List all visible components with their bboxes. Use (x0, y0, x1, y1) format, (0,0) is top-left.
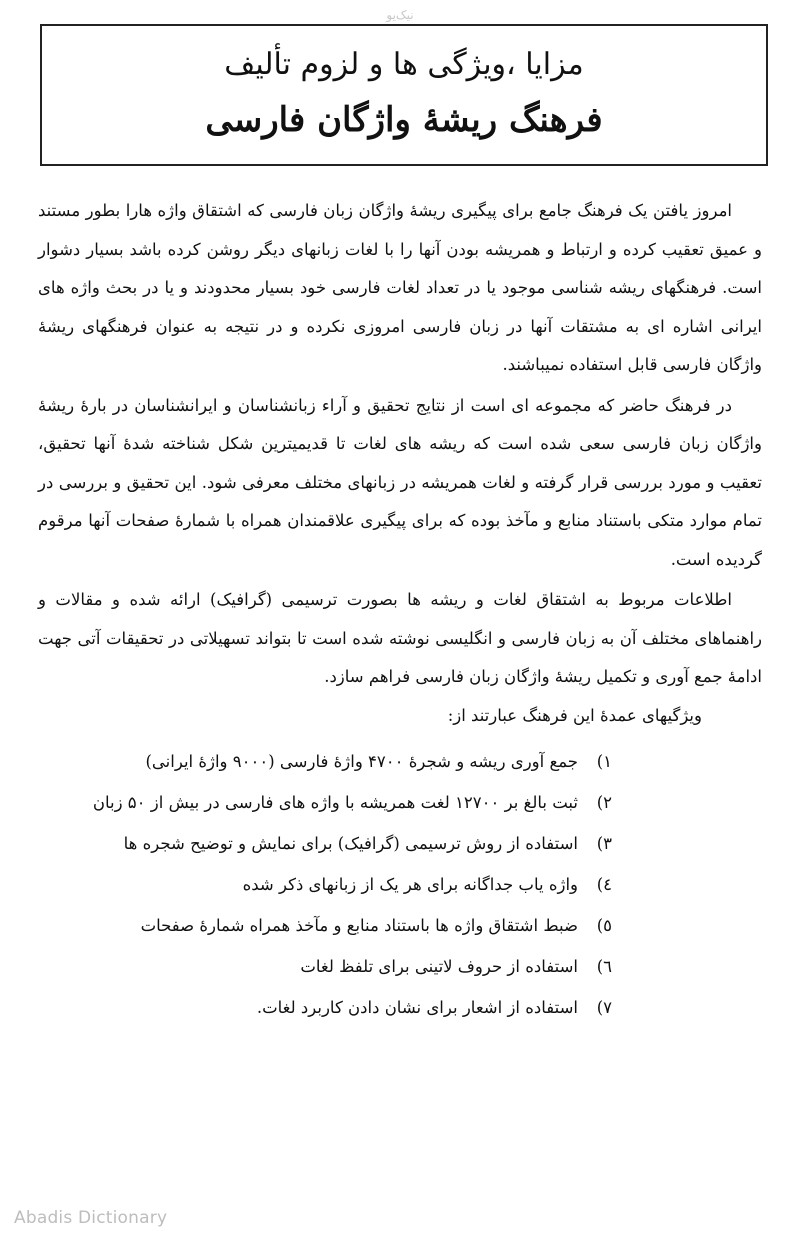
feature-number: ۳) (596, 834, 612, 853)
feature-number: ٤) (596, 875, 612, 894)
feature-text: استفاده از حروف لاتینی برای تلفظ لغات (300, 957, 578, 976)
feature-text: واژه یاب جداگانه برای هر یک از زبانهای ذکر شده (242, 875, 578, 894)
feature-number: ۲) (596, 793, 612, 812)
paragraph-current-dictionary: در فرهنگ حاضر که مجموعه ای است از نتایج تحقیق و آراء زبانشناسان و ایرانشناسان در بارهٔ ریشهٔ واژگان زبان فارسی سعی شده است که ریشه های لغات تا قدیمیترین شکل شناخته شدهٔ آنها تحقیق، تعقیب و مورد بررسی قرار گرفته و لغات همریشه در زبانهای مختلف معرفی شود. این تحقیق و بررسی در تمام موارد متکی باستناد منابع و مآخذ بوده که برای پیگیری علاقمندان همراه با شمارهٔ صفحات آنها مرقوم گردیده است. (38, 395, 762, 569)
feature-item (38, 782, 612, 823)
paragraph-graphic-info: اطلاعات مربوط به اشتقاق لغات و ریشه ها بصورت ترسیمی (گرافیک) ارائه شده و مقالات و راهنماهای مختلف آن به زبان فارسی و انگلیسی نوشته شده است تا بتواند تسهیلاتی در تحقیقات آتی جهت ادامهٔ جمع آوری و تکمیل ریشهٔ واژگان زبان فارسی فراهم سازد. (38, 590, 762, 686)
feature-item (38, 864, 612, 905)
feature-item (38, 905, 612, 946)
feature-item (38, 823, 612, 864)
watermark-bottom: Abadis Dictionary (14, 1208, 168, 1228)
feature-item (38, 987, 612, 1028)
feature-number: ٧) (596, 998, 612, 1017)
feature-number: ٦) (596, 957, 612, 976)
watermark-top: نیک‌یو (386, 8, 414, 22)
page-title-line2: فرهنگ ریشهٔ واژگان فارسی (205, 100, 603, 140)
feature-number: ۱) (596, 752, 612, 771)
feature-text: جمع آوری ریشه و شجرهٔ ۴۷۰۰ واژهٔ فارسی (۹۰۰۰ واژهٔ ایرانی) (145, 752, 578, 771)
feature-number: ٥) (596, 916, 612, 935)
feature-item (38, 946, 612, 987)
feature-text: ثبت بالغ بر ۱۲۷۰۰ لغت همریشه با واژه های فارسی در بیش از ۵۰ زبان (92, 793, 578, 812)
feature-text: استفاده از اشعار برای نشان دادن کاربرد لغات. (256, 998, 578, 1017)
feature-text: ضبط اشتقاق واژه ها باستناد منابع و مآخذ همراه شمارهٔ صفحات (140, 916, 578, 935)
feature-text: استفاده از روش ترسیمی (گرافیک) برای نمایش و توضیح شجره ها (123, 834, 578, 853)
paragraph-intro: امروز یافتن یک فرهنگ جامع برای پیگیری ریشهٔ واژگان زبان فارسی که اشتقاق واژه هارا بطور مستند و عمیق تعقیب کرده و ارتباط و همریشه بودن آنها را با لغات زبانهای دیگر روشن کرده باشد بسیار دشوار است. فرهنگهای ریشه شناسی موجود یا در تعداد لغات فارسی خود بسیار محدودند و یا در بحث واژه های ایرانی اشاره ای به مشتقات آنها در زبان فارسی امروزی نکرده و در نتیجه به عنوان فرهنگهای ریشهٔ واژگان فارسی قابل استفاده نمیباشند. (38, 201, 762, 374)
document-body (38, 192, 762, 1028)
page-title-line1: مزایا ،ویژگی ها و لزوم تألیف (224, 47, 584, 82)
features-list (38, 741, 762, 1028)
title-box (40, 24, 768, 166)
feature-item (38, 741, 612, 782)
features-heading: ویژگیهای عمدهٔ این فرهنگ عبارتند از: (447, 705, 702, 725)
